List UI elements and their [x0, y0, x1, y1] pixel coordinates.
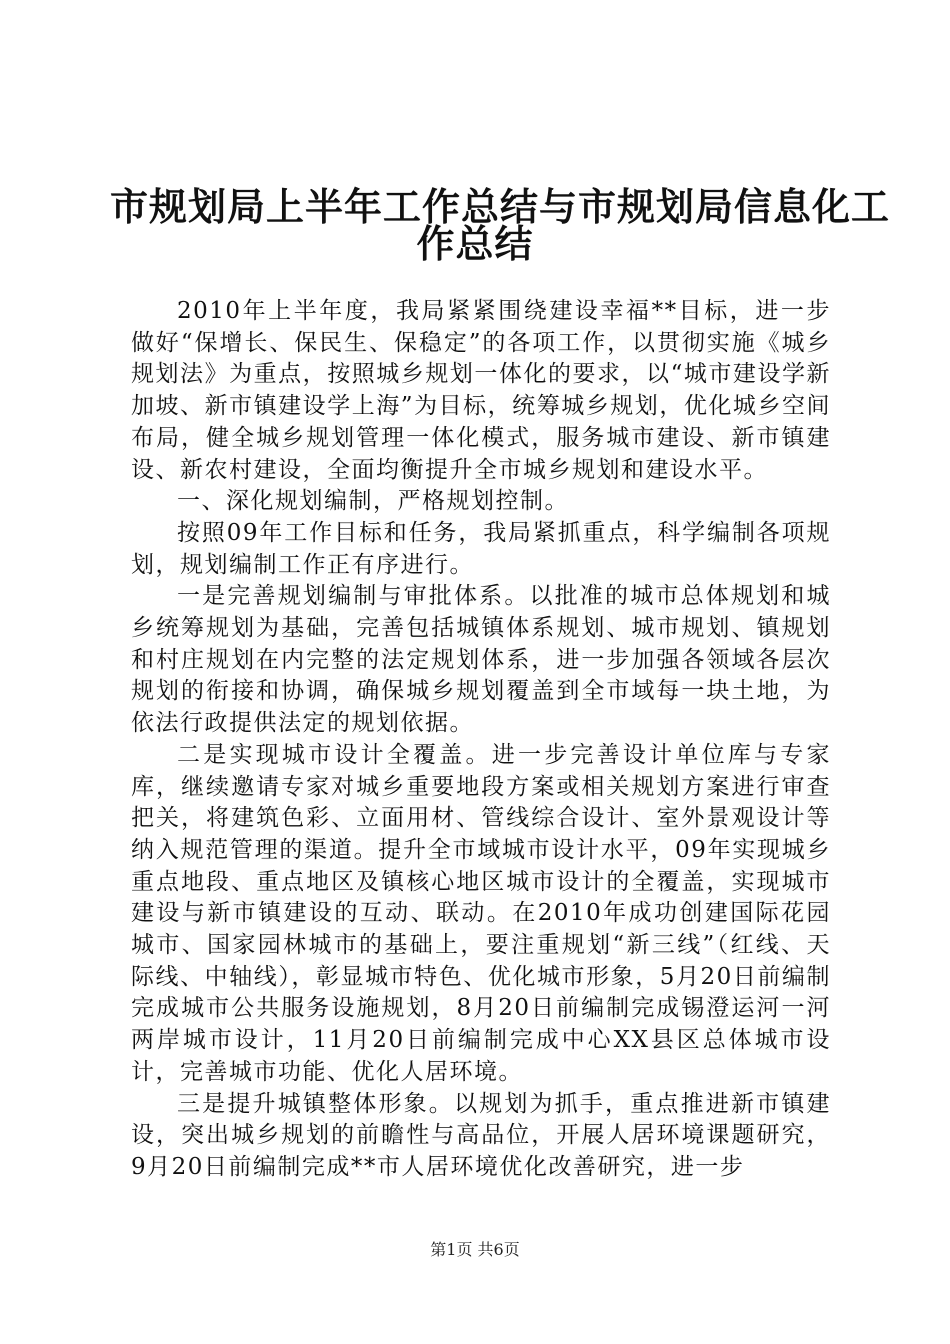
- paragraph-item-1: 一是完善规划编制与审批体系。以批准的城市总体规划和城乡统筹规划为基础，完善包括城镇体系规划、城市规划、镇规划和村庄规划在内完整的法定规划体系，进一步加强各领域各层次规划的衔接和协调，确保城乡规划覆盖到全市域每一块土地，为依法行政提供法定的规划依据。: [131, 583, 831, 737]
- paragraph-section-1-intro: 按照09年工作目标和任务，我局紧抓重点，科学编制各项规划，规划编制工作正有序进行。: [131, 519, 831, 578]
- paragraph-intro: 2010年上半年度，我局紧紧围绕建设幸福**目标，进一步做好“保增长、保民生、保稳定”的各项工作，以贯彻实施《城乡规划法》为重点，按照城乡规划一体化的要求，以“城市建设学新加坡、新市镇建设学上海”为目标，统筹城乡规划，优化城乡空间布局，健全城乡规划管理一体化模式，服务城市建设、新市镇建设、新农村建设，全面均衡提升全市城乡规划和建设水平。: [131, 298, 831, 483]
- paragraph-item-2: 二是实现城市设计全覆盖。进一步完善设计单位库与专家库，继续邀请专家对城乡重要地段方案或相关规划方案进行审查把关，将建筑色彩、立面用材、管线综合设计、室外景观设计等纳入规范管理的渠道。提升全市域城市设计水平，09年实现城乡重点地段、重点地区及镇核心地区城市设计的全覆盖，实现城市建设与新市镇建设的互动、联动。在2010年成功创建国际花园城市、国家园林城市的基础上，要注重规划“新三线”（红线、天际线、中轴线），彰显城市特色、优化城市形象，5月20日前编制完成城市公共服务设施规划，8月20日前编制完成锡澄运河一河两岸城市设计，11月20日前编制完成中心XX县区总体城市设计，完善城市功能、优化人居环境。: [131, 741, 831, 1085]
- page-footer: 第1页 共6页: [430, 1240, 520, 1259]
- paragraph-item-3: 三是提升城镇整体形象。以规划为抓手，重点推进新市镇建设，突出城乡规划的前瞻性与高品位，开展人居环境课题研究，9月20日前编制完成**市人居环境优化改善研究，进一步: [131, 1090, 831, 1180]
- document-body: [131, 296, 831, 1184]
- document-title-line-1: 市规划局上半年工作总结与市规划局信息化工: [110, 184, 891, 229]
- document-title-line-2: 作总结: [416, 221, 534, 266]
- section-heading-1: 一、深化规划编制，严格规划控制。: [177, 488, 569, 515]
